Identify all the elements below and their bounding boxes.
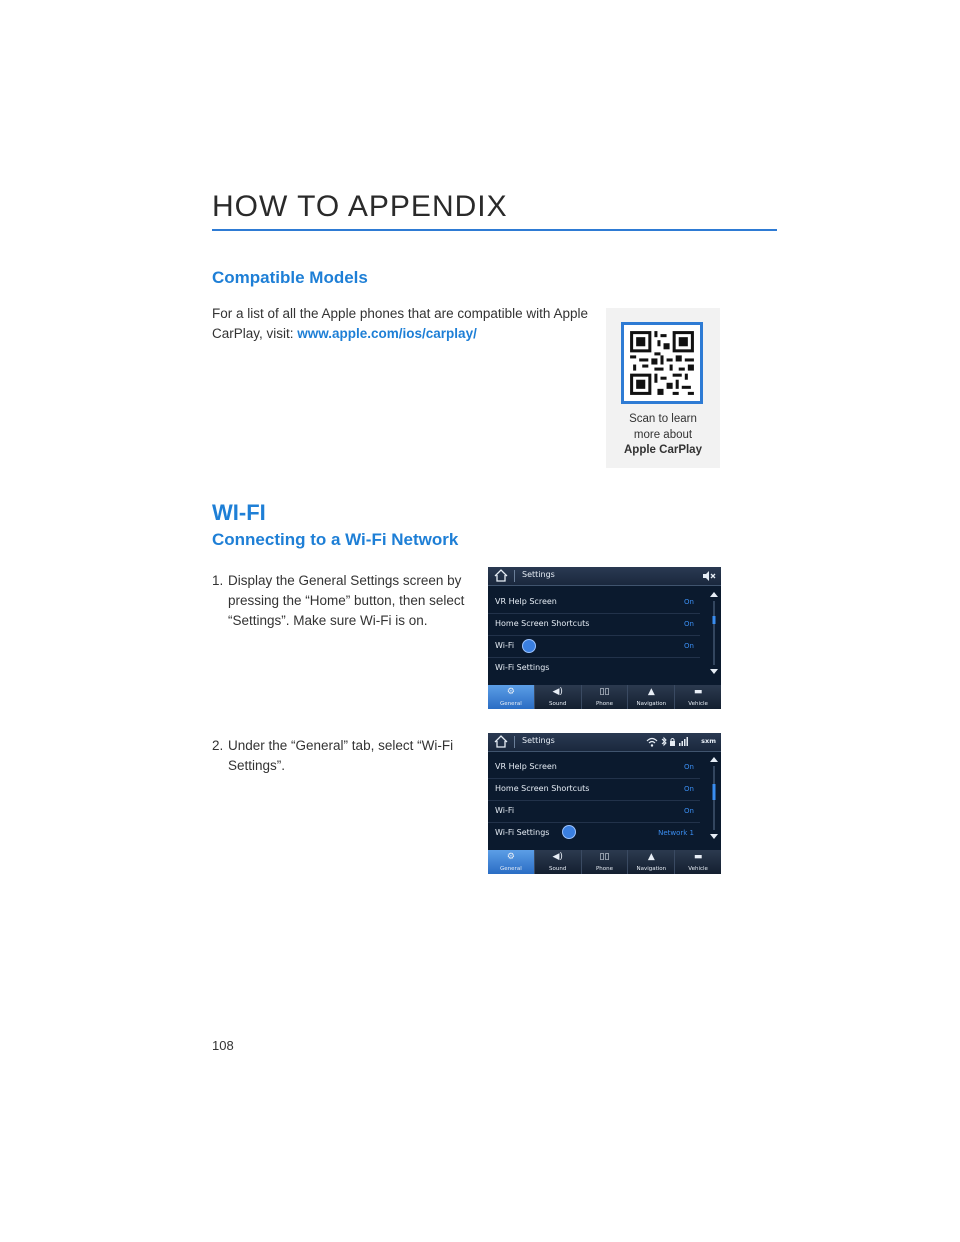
phone-icon: ▯▯ bbox=[599, 852, 610, 862]
row-value: On bbox=[684, 642, 694, 650]
navigation-icon: ▲ bbox=[647, 852, 655, 862]
car-icon: ▬ bbox=[693, 687, 703, 697]
row-value: On bbox=[684, 620, 694, 628]
qr-caption-line1: Scan to learn bbox=[629, 413, 697, 425]
mute-icon[interactable] bbox=[702, 570, 716, 582]
step-1-line2: pressing the “Home” button, then select bbox=[228, 593, 465, 608]
screen-2-topbar bbox=[488, 733, 721, 752]
step-2-line2: Settings”. bbox=[228, 758, 286, 773]
page-section-title: HOW TO APPENDIX bbox=[212, 190, 508, 223]
setting-row-vr-help[interactable] bbox=[488, 756, 700, 779]
speaker-icon: ◀) bbox=[552, 852, 563, 862]
row-label: Home Screen Shortcuts bbox=[495, 619, 590, 628]
page-number: 108 bbox=[212, 1038, 234, 1053]
wifi-heading: WI-FI bbox=[212, 500, 266, 525]
tab-phone[interactable] bbox=[582, 685, 629, 709]
tab-label: Navigation bbox=[636, 701, 667, 707]
tab-label: Vehicle bbox=[688, 701, 708, 707]
row-label: VR Help Screen bbox=[495, 597, 557, 606]
row-label: Wi-Fi bbox=[495, 806, 515, 815]
step-2-text bbox=[228, 736, 468, 776]
qr-code-icon bbox=[621, 322, 703, 404]
tab-general[interactable] bbox=[488, 850, 535, 874]
setting-row-wifi-settings[interactable] bbox=[488, 822, 700, 844]
screen-2-title: Settings bbox=[522, 736, 555, 745]
wifi-subheading: Connecting to a Wi-Fi Network bbox=[212, 530, 459, 549]
tab-label: Navigation bbox=[636, 866, 667, 872]
signal-icon bbox=[679, 737, 689, 746]
tab-sound[interactable] bbox=[535, 850, 582, 874]
tab-label: General bbox=[500, 701, 522, 707]
compatible-models-heading: Compatible Models bbox=[212, 268, 368, 287]
row-label: Home Screen Shortcuts bbox=[495, 784, 590, 793]
setting-row-wifi-settings[interactable] bbox=[488, 657, 700, 679]
screen-1-tabbar bbox=[488, 685, 721, 709]
step-1-number: 1. bbox=[212, 573, 224, 588]
compatible-text-line2 bbox=[212, 324, 592, 344]
tab-navigation[interactable] bbox=[628, 685, 675, 709]
home-icon[interactable] bbox=[494, 569, 508, 582]
gear-icon: ⚙ bbox=[506, 687, 515, 697]
tab-label: General bbox=[500, 866, 522, 872]
tab-navigation[interactable] bbox=[628, 850, 675, 874]
settings-screen-1 bbox=[488, 567, 721, 709]
step-1-line1: Display the General Settings screen by bbox=[228, 573, 462, 588]
topbar-separator bbox=[514, 570, 515, 582]
sxm-icon: sxm bbox=[701, 737, 716, 745]
touch-indicator bbox=[522, 639, 536, 653]
row-label: Wi-Fi bbox=[495, 641, 515, 650]
row-label: Wi-Fi Settings bbox=[495, 663, 550, 672]
scrollbar[interactable] bbox=[709, 754, 719, 844]
compatible-text-prefix: CarPlay, visit: bbox=[212, 326, 298, 341]
tab-vehicle[interactable] bbox=[675, 685, 721, 709]
step-1 bbox=[212, 571, 472, 633]
tab-vehicle[interactable] bbox=[675, 850, 721, 874]
wifi-icon bbox=[646, 737, 658, 747]
row-value: On bbox=[684, 807, 694, 815]
tab-label: Sound bbox=[549, 701, 567, 707]
tab-label: Sound bbox=[549, 866, 567, 872]
settings-screen-2 bbox=[488, 733, 721, 874]
car-icon: ▬ bbox=[693, 852, 703, 862]
home-icon[interactable] bbox=[494, 735, 508, 748]
carplay-link[interactable]: www.apple.com/ios/carplay/ bbox=[297, 326, 477, 341]
qr-caption-line3: Apple CarPlay bbox=[624, 444, 702, 456]
speaker-icon: ◀) bbox=[552, 687, 563, 697]
gear-icon: ⚙ bbox=[506, 852, 515, 862]
row-label: VR Help Screen bbox=[495, 762, 557, 771]
row-value: On bbox=[684, 785, 694, 793]
scrollbar[interactable] bbox=[709, 589, 719, 679]
compatible-text-line1: For a list of all the Apple phones that are compatible with Apple bbox=[212, 306, 588, 321]
screen-2-tabbar bbox=[488, 850, 721, 874]
row-label: Wi-Fi Settings bbox=[495, 828, 550, 837]
step-2-number: 2. bbox=[212, 738, 224, 753]
setting-row-vr-help[interactable] bbox=[488, 591, 700, 614]
tab-label: Phone bbox=[595, 866, 614, 872]
setting-row-wifi[interactable] bbox=[488, 800, 700, 823]
screen-1-topbar bbox=[488, 567, 721, 586]
setting-row-home-shortcuts[interactable] bbox=[488, 778, 700, 801]
qr-caption bbox=[606, 412, 720, 459]
navigation-icon: ▲ bbox=[647, 687, 655, 697]
tab-general[interactable] bbox=[488, 685, 535, 709]
step-1-line3: “Settings”. Make sure Wi-Fi is on. bbox=[228, 613, 428, 628]
bluetooth-icon bbox=[661, 736, 667, 747]
topbar-separator bbox=[514, 736, 515, 748]
title-divider bbox=[212, 229, 777, 231]
qr-caption-line2: more about bbox=[633, 428, 693, 441]
step-2-line1: Under the “General” tab, select “Wi-Fi bbox=[228, 738, 454, 753]
setting-row-wifi[interactable] bbox=[488, 635, 700, 658]
row-value: On bbox=[684, 763, 694, 771]
tab-sound[interactable] bbox=[535, 685, 582, 709]
tab-label: Phone bbox=[595, 701, 614, 707]
step-2 bbox=[212, 736, 472, 780]
row-value: On bbox=[684, 598, 694, 606]
lock-icon bbox=[669, 737, 676, 746]
row-value: Network 1 bbox=[658, 829, 694, 837]
tab-phone[interactable] bbox=[582, 850, 629, 874]
touch-indicator bbox=[562, 825, 576, 839]
compatible-models-text bbox=[212, 304, 592, 344]
tab-label: Vehicle bbox=[688, 866, 708, 872]
phone-icon: ▯▯ bbox=[599, 687, 610, 697]
screen-1-title: Settings bbox=[522, 570, 555, 579]
setting-row-home-shortcuts[interactable] bbox=[488, 613, 700, 636]
step-1-text bbox=[228, 571, 468, 631]
